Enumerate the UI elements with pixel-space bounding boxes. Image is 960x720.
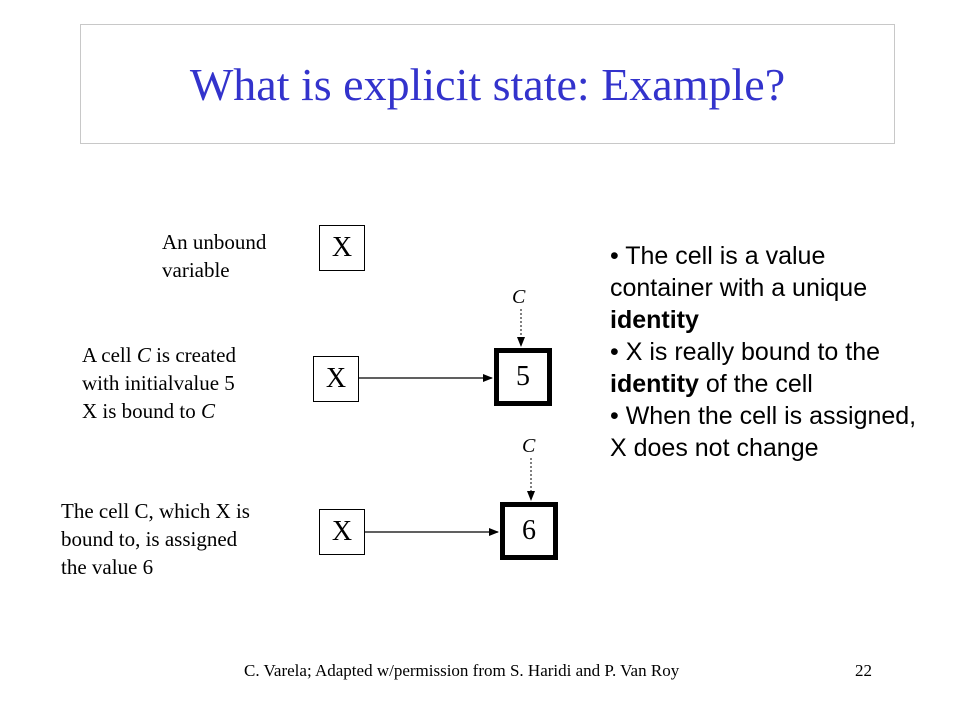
row3-cell-box: 6	[500, 502, 558, 560]
row2-description-line2: with initialvalue 5	[82, 371, 235, 395]
row3-description-line2: bound to, is assigned	[61, 527, 238, 551]
footer-credit: C. Varela; Adapted w/permission from S. Haridi and P. Van Roy	[244, 661, 680, 680]
row1-description-line2: variable	[162, 258, 230, 282]
slide-title: What is explicit state: Example?	[189, 59, 786, 110]
row2-variable-box: X	[313, 356, 359, 402]
row2-cell-box: 5	[494, 348, 552, 406]
page-number: 22	[855, 661, 872, 680]
row3-variable-box: X	[319, 509, 365, 555]
row1-description-line1: An unbound	[162, 230, 267, 254]
bullet-item: • When the cell is assigned, X does not change	[610, 402, 917, 462]
row3-description-line3: the value 6	[61, 555, 154, 579]
row2-cell-name: C	[512, 286, 526, 308]
row1-variable-box: X	[319, 225, 365, 271]
row3-cell-name: C	[522, 435, 536, 457]
bullet-list	[610, 240, 930, 464]
row2-description-line1: A cell C is created	[82, 343, 236, 367]
row3-description-line1: The cell C, which X is	[61, 499, 250, 523]
row2-description-line3: X is bound to C	[82, 399, 216, 423]
bullet-item: • The cell is a value container with a unique identity	[610, 242, 868, 334]
bullet-item: • X is really bound to the identity of the cell	[610, 338, 881, 398]
